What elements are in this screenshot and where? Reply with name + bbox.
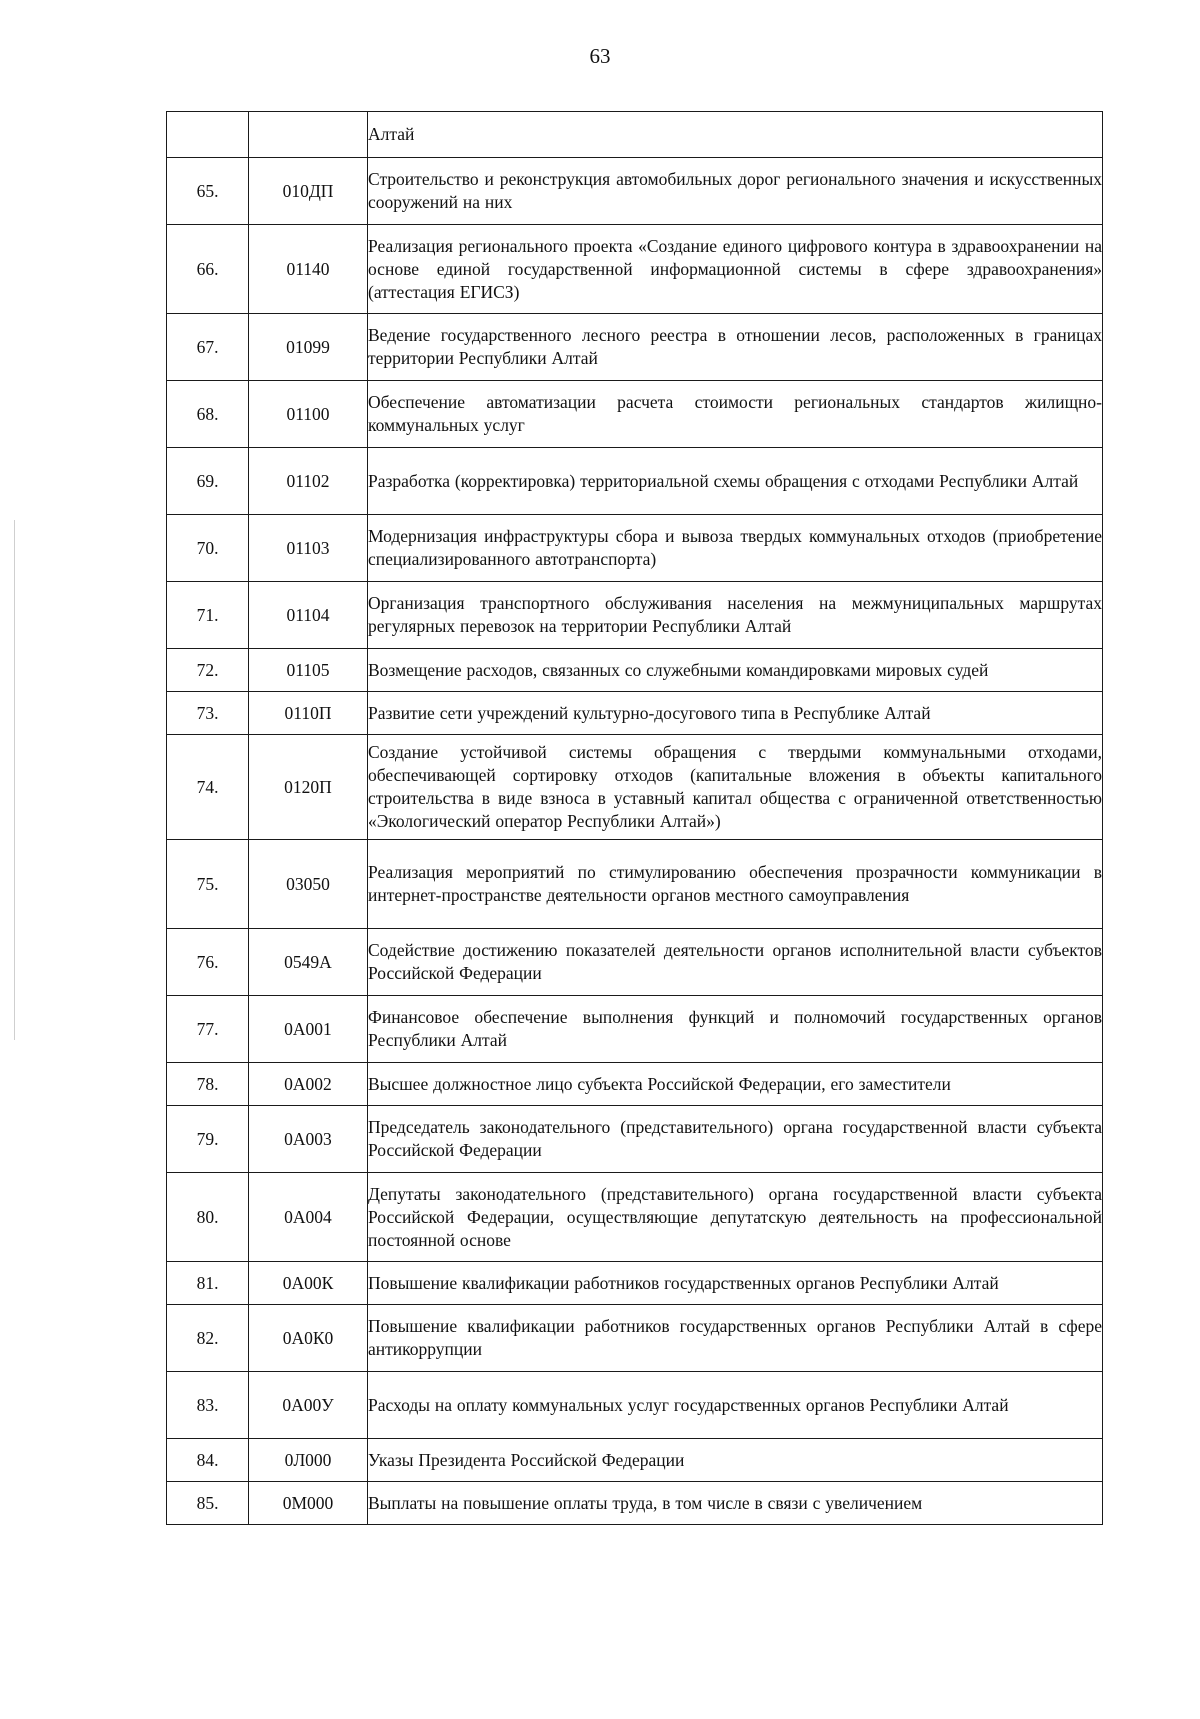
description-cell: Алтай (368, 112, 1103, 158)
row-number-cell: 81. (167, 1262, 249, 1305)
expense-code-cell: 01105 (249, 649, 368, 692)
expense-code-cell: 010ДП (249, 158, 368, 225)
row-number-cell: 69. (167, 448, 249, 515)
row-number-cell: 84. (167, 1439, 249, 1482)
row-number-cell: 76. (167, 929, 249, 996)
expense-code-cell: 03050 (249, 840, 368, 929)
description-cell: Обеспечение автоматизации расчета стоимости региональных стандартов жилищно-коммунальных услуг (368, 381, 1103, 448)
description-cell: Выплаты на повышение оплаты труда, в том числе в связи с увеличением (368, 1482, 1103, 1525)
expense-code-cell: 01102 (249, 448, 368, 515)
row-number-cell (167, 112, 249, 158)
row-number-cell: 72. (167, 649, 249, 692)
row-number-cell: 66. (167, 225, 249, 314)
table-row (167, 1173, 1103, 1262)
expense-code-cell: 0110П (249, 692, 368, 735)
table-row (167, 649, 1103, 692)
row-number-cell: 75. (167, 840, 249, 929)
table-row (167, 225, 1103, 314)
table-row (167, 1106, 1103, 1173)
table-row (167, 1262, 1103, 1305)
row-number-cell: 78. (167, 1063, 249, 1106)
table-row (167, 112, 1103, 158)
description-cell: Расходы на оплату коммунальных услуг государственных органов Республики Алтай (368, 1372, 1103, 1439)
table-row (167, 840, 1103, 929)
row-number-cell: 65. (167, 158, 249, 225)
row-number-cell: 74. (167, 735, 249, 840)
row-number-cell: 68. (167, 381, 249, 448)
description-cell: Разработка (корректировка) территориальной схемы обращения с отходами Республики Алтай (368, 448, 1103, 515)
expense-code-cell: 0Л000 (249, 1439, 368, 1482)
description-cell: Создание устойчивой системы обращения с твердыми коммунальными отходами, обеспечивающей сортировку отходов (капитальные вложения в объекты капитального строительства в виде взноса в уставный капитал общества с ограниченной ответственностью «Экологический оператор Республики Алтай») (368, 735, 1103, 840)
expense-code-cell: 0А003 (249, 1106, 368, 1173)
expense-code-cell: 0А004 (249, 1173, 368, 1262)
row-number-cell: 79. (167, 1106, 249, 1173)
expense-code-cell: 0120П (249, 735, 368, 840)
description-cell: Содействие достижению показателей деятельности органов исполнительной власти субъектов Российской Федерации (368, 929, 1103, 996)
expense-code-cell: 0549А (249, 929, 368, 996)
description-cell: Строительство и реконструкция автомобильных дорог регионального значения и искусственных сооружений на них (368, 158, 1103, 225)
expense-codes-table (166, 111, 1103, 1525)
description-cell: Повышение квалификации работников государственных органов Республики Алтай в сфере антикоррупции (368, 1305, 1103, 1372)
table-row (167, 1305, 1103, 1372)
description-cell: Модернизация инфраструктуры сбора и вывоза твердых коммунальных отходов (приобретение специализированного автотранспорта) (368, 515, 1103, 582)
row-number-cell: 85. (167, 1482, 249, 1525)
expense-code-cell: 0А00У (249, 1372, 368, 1439)
row-number-cell: 73. (167, 692, 249, 735)
page-number: 63 (589, 44, 611, 68)
table-row (167, 582, 1103, 649)
description-cell: Реализация мероприятий по стимулированию обеспечения прозрачности коммуникации в интернет-пространстве деятельности органов местного самоуправления (368, 840, 1103, 929)
table-row (167, 515, 1103, 582)
table-row (167, 448, 1103, 515)
table-row (167, 1063, 1103, 1106)
description-cell: Ведение государственного лесного реестра в отношении лесов, расположенных в границах территории Республики Алтай (368, 314, 1103, 381)
description-cell: Развитие сети учреждений культурно-досугового типа в Республике Алтай (368, 692, 1103, 735)
expense-code-cell: 0М000 (249, 1482, 368, 1525)
row-number-cell: 71. (167, 582, 249, 649)
description-cell: Повышение квалификации работников государственных органов Республики Алтай (368, 1262, 1103, 1305)
expense-code-cell: 01140 (249, 225, 368, 314)
row-number-cell: 77. (167, 996, 249, 1063)
description-cell: Финансовое обеспечение выполнения функций и полномочий государственных органов Республики Алтай (368, 996, 1103, 1063)
description-cell: Высшее должностное лицо субъекта Российской Федерации, его заместители (368, 1063, 1103, 1106)
table-row (167, 996, 1103, 1063)
table-row (167, 381, 1103, 448)
description-cell: Возмещение расходов, связанных со служебными командировками мировых судей (368, 649, 1103, 692)
expense-code-cell: 0А00К (249, 1262, 368, 1305)
table-body (167, 112, 1103, 1525)
row-number-cell: 70. (167, 515, 249, 582)
description-cell: Реализация регионального проекта «Создание единого цифрового контура в здравоохранении на основе единой государственной информационной системы в сфере здравоохранения» (аттестация ЕГИСЗ) (368, 225, 1103, 314)
expense-code-cell: 01103 (249, 515, 368, 582)
row-number-cell: 82. (167, 1305, 249, 1372)
expense-code-cell: 0А002 (249, 1063, 368, 1106)
row-number-cell: 80. (167, 1173, 249, 1262)
table-row (167, 1439, 1103, 1482)
expense-code-cell: 01099 (249, 314, 368, 381)
table-row (167, 158, 1103, 225)
expense-code-cell: 0А0К0 (249, 1305, 368, 1372)
expense-code-cell: 0А001 (249, 996, 368, 1063)
table-row (167, 735, 1103, 840)
table-row (167, 1482, 1103, 1525)
expense-code-cell: 01100 (249, 381, 368, 448)
description-cell: Депутаты законодательного (представительного) органа государственной власти субъекта Российской Федерации, осуществляющие депутатскую деятельность на профессиональной постоянной основе (368, 1173, 1103, 1262)
description-cell: Указы Президента Российской Федерации (368, 1439, 1103, 1482)
table-row (167, 314, 1103, 381)
description-cell: Организация транспортного обслуживания населения на межмуниципальных маршрутах регулярных перевозок на территории Республики Алтай (368, 582, 1103, 649)
table-row (167, 929, 1103, 996)
scan-margin-line (14, 520, 15, 1040)
table-row (167, 1372, 1103, 1439)
expense-code-cell (249, 112, 368, 158)
row-number-cell: 83. (167, 1372, 249, 1439)
table-row (167, 692, 1103, 735)
row-number-cell: 67. (167, 314, 249, 381)
description-cell: Председатель законодательного (представительного) органа государственной власти субъекта Российской Федерации (368, 1106, 1103, 1173)
expense-code-cell: 01104 (249, 582, 368, 649)
